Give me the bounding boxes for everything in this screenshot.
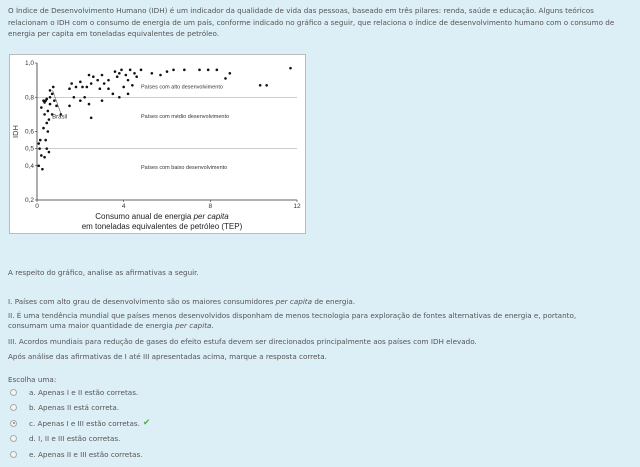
correct-check-icon: ✔ [142,418,151,428]
data-point [90,82,93,85]
data-point [166,70,169,73]
data-point [88,74,91,77]
data-point [289,67,292,70]
statements-prompt: A respeito do gráfico, analise as afirmativas a seguir. [8,268,199,277]
data-point [183,69,186,72]
y-tick-label: 0,5 [24,145,34,153]
brasil-pointer [53,90,61,113]
data-point [43,113,46,116]
option-e[interactable] [10,448,142,460]
option-c-radio[interactable] [10,420,17,427]
statement-2-line-2-prefix: consumam uma maior quantidade de energia [8,321,176,330]
data-point [127,93,130,96]
data-point [45,122,48,125]
data-point [73,96,76,99]
data-point [40,106,43,109]
option-a-label[interactable]: a. Apenas I e II estão corretas. [29,387,139,397]
data-point [131,84,134,87]
data-point [114,70,117,73]
data-point [118,72,121,75]
option-d-label[interactable]: d. I, II e III estão corretas. [29,433,121,443]
data-point [49,103,52,106]
data-point [81,86,84,89]
y-tick-label: 0,2 [24,197,34,204]
data-point [265,84,268,87]
idh-energy-chart [9,54,306,234]
data-point [125,74,128,77]
data-point [40,154,43,157]
option-c[interactable] [10,417,150,429]
option-e-label[interactable]: e. Apenas II e III estão corretas. [29,449,143,459]
x-axis-title-line-2: em toneladas equivalentes de petróleo (TEP) [81,222,243,231]
data-point [107,87,110,90]
data-point [43,156,46,159]
data-point [120,69,123,72]
x-axis-title-line-1 [95,212,229,221]
data-point [44,139,47,142]
option-a-radio[interactable] [10,389,17,396]
data-point [51,93,54,96]
data-point [198,69,201,72]
data-point [68,105,71,108]
y-tick-label: 1,0 [24,60,34,67]
option-d-radio[interactable] [10,435,17,442]
data-point [151,72,154,75]
data-point [48,151,51,154]
data-point [259,84,262,87]
option-b-label[interactable]: b. Apenas II está correta. [29,402,120,412]
data-point [49,96,52,99]
x-axis-title-italic: per capita [193,212,229,221]
data-point [112,93,115,96]
statement-1 [8,297,355,306]
data-point [135,75,138,78]
option-d[interactable] [10,432,120,444]
statement-2-line-1: II. É uma tendência mundial que países menos desenvolvidos disponham de menos tecnologia para exploração de fontes alternativas de energia e, portanto, [8,311,577,320]
data-point [101,74,104,77]
data-point [159,74,162,77]
data-point [52,86,55,89]
data-point [101,99,104,102]
data-point [118,96,121,99]
data-point [207,69,210,72]
data-point [68,87,71,90]
region-label-1: Países com médio desenvolvimento [141,113,230,120]
data-point [37,142,40,145]
data-point [92,75,95,78]
x-tick-label: 4 [121,203,126,210]
data-point [129,69,132,72]
choose-label: Escolha uma: [8,375,57,384]
x-tick-label: 8 [208,203,213,210]
data-point [103,82,106,85]
data-point [37,164,40,167]
statement-2-line-2 [8,321,628,331]
data-point [122,86,125,89]
region-label-0: Países com alto desenvolvimento [141,84,223,91]
statement-2-italic: per capita [175,321,212,330]
data-point [48,118,51,121]
data-point [41,168,44,171]
data-point [42,127,45,130]
data-point [229,72,232,75]
option-c-label[interactable]: c. Apenas I e III estão corretas. [29,418,140,428]
data-point [99,87,102,90]
data-point [75,86,78,89]
data-point [107,79,110,82]
option-e-radio[interactable] [10,451,17,458]
question-intro: O Índice de Desenvolvimento Humano (IDH) é um indicador da qualidade de vida das pessoas, baseado em três pilares: renda, saúde e educação. Alguns teóricos relacionam o IDH com o consumo de energia de um país, conforme indicado no gráfico a seguir, que relaciona o índice de desenvolvimento humano com o consumo de energia per capita em toneladas equivalentes de petróleo. [8,6,615,38]
data-point [88,103,91,106]
statement-2-line-2-suffix: . [211,321,214,330]
data-point [39,139,42,142]
y-tick-label: 0,4 [24,162,34,170]
data-point [79,99,82,102]
data-point [127,79,130,82]
statement-1-suffix: de energia. [312,297,356,306]
data-point [90,117,93,120]
x-axis-title-prefix: Consumo anual de energia [95,212,194,221]
statement-3: III. Acordos mundiais para redução de gases do efeito estufa devem ser direcionados principalmente aos países com IDH elevado. [8,337,477,346]
data-point [86,86,89,89]
data-point [216,69,219,72]
option-b-radio[interactable] [10,404,17,411]
option-a[interactable] [10,386,138,398]
chart-svg [10,55,305,233]
data-point [47,110,50,113]
x-tick-label: 0 [35,203,39,210]
data-point [224,77,227,80]
data-point [47,130,50,133]
x-tick-label: 12 [293,203,301,210]
y-tick-label: 0,6 [24,128,34,136]
data-point [116,75,119,78]
data-point [133,72,136,75]
question-text: Após análise das afirmativas de I até III apresentadas acima, marque a resposta correta. [8,352,327,361]
data-point [70,82,73,85]
data-point [55,105,58,108]
y-axis-title: IDH [11,125,20,138]
region-label-2: Países com baixo desenvolvimento [141,165,228,172]
data-point [49,89,52,92]
data-point [83,96,86,99]
y-tick-label: 0,8 [24,94,34,102]
data-point [79,81,82,84]
data-point [45,147,48,150]
statement-2 [8,311,628,331]
option-b[interactable] [10,401,119,413]
data-point [42,99,45,102]
data-point [172,69,175,72]
brasil-label: Brasil [52,114,68,121]
data-point [38,147,41,150]
data-point [96,79,99,82]
statement-1-italic: per capita [275,297,313,306]
data-point [140,69,143,72]
statement-1-prefix: I. Países com alto grau de desenvolvimento são os maiores consumidores [8,297,276,306]
data-point [53,99,56,102]
